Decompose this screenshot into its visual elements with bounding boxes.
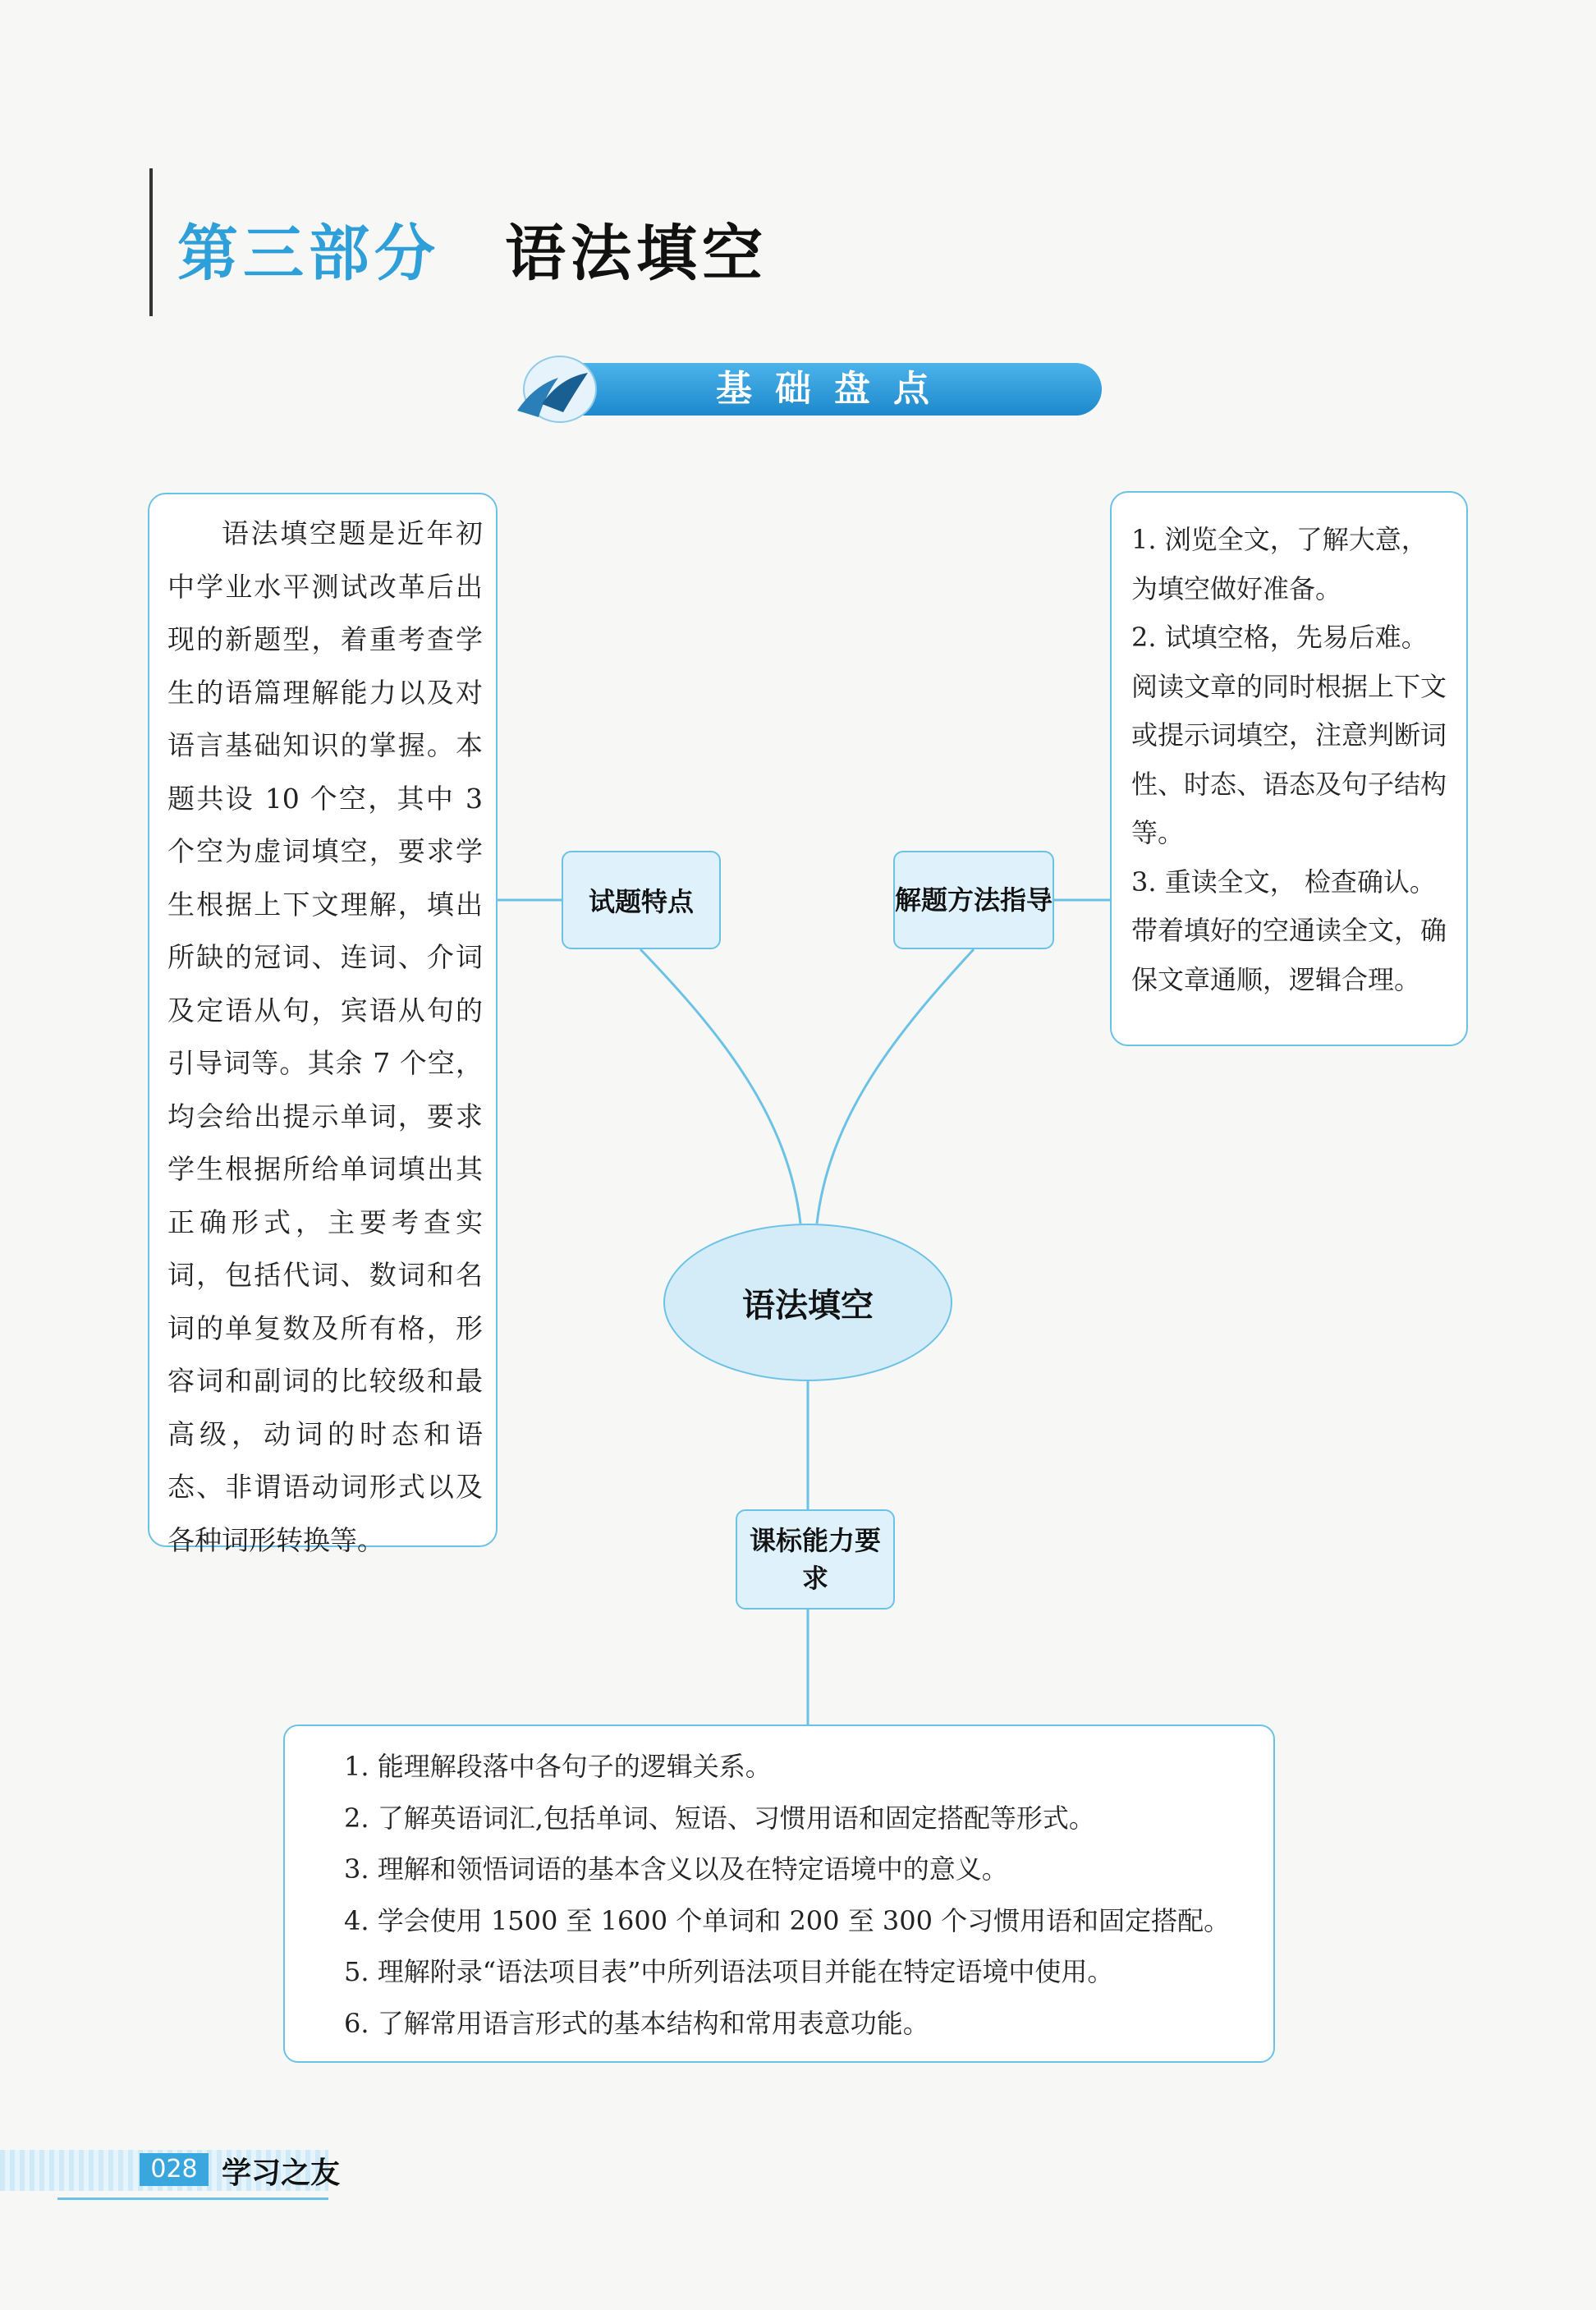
standard-item: 3. 理解和领悟词语的基本含义以及在特定语境中的意义。 <box>344 1853 1008 1885</box>
features-text: 语法填空题是近年初中学业水平测试改革后出现的新题型，着重考查学生的语篇理解能力以及对语言基础知识的掌握。本题共设 10 个空，其中 3 个空为虚词填空，要求学生根据上下文理解，填出所缺的冠词、连词、介词及定语从句，宾语从句的引导词等。其余 7 个空，均会给出提示单词，要求学生根据所给单词填出其正确形式，主要考查实词，包括代词、数词和名词的单复数及所有格，形容词和副词的比较级和最高级，动词的时态和语态、非谓语动词形式以及各种词形转换等。 <box>167 517 483 1556</box>
node-features: 试题特点 <box>562 851 721 949</box>
method-item: 3. 重读全文， 检查确认。带着填好的空通读全文，确保文章通顺，逻辑合理。 <box>1131 866 1447 995</box>
node-standard: 课标能力要求 <box>736 1509 895 1610</box>
standard-item: 1. 能理解段落中各句子的逻辑关系。 <box>344 1751 772 1782</box>
method-box <box>1110 491 1468 1046</box>
part-title: 语法填空 <box>505 218 768 289</box>
footer-rule <box>57 2197 328 2200</box>
center-node: 语法填空 <box>663 1224 952 1381</box>
section-banner-text: 基础盘点 <box>716 368 952 410</box>
method-item: 2. 试填空格，先易后难。阅读文章的同时根据上下文或提示词填空，注意判断词性、时态、语态及句子结构等。 <box>1131 622 1447 848</box>
standard-item: 5. 理解附录“语法项目表”中所列语法项目并能在特定语境中使用。 <box>344 1956 1114 1987</box>
standard-item: 6. 了解常用语言形式的基本结构和常用表意功能。 <box>344 2007 929 2039</box>
standard-box <box>283 1724 1275 2063</box>
features-box <box>148 493 498 1556</box>
standard-item: 4. 学会使用 1500 至 1600 个单词和 200 至 300 个习惯用语和固定搭配。 <box>344 1904 1231 1936</box>
part-label: 第三部分 <box>177 218 440 289</box>
footer-brand: 学习之友 <box>222 2156 341 2190</box>
node-method: 解题方法指导 <box>893 851 1054 949</box>
standard-item: 2. 了解英语词汇,包括单词、短语、习惯用语和固定搭配等形式。 <box>344 1802 1095 1834</box>
method-item: 1. 浏览全文，了解大意，为填空做好准备。 <box>1131 524 1428 604</box>
page-number: 028 <box>140 2153 209 2186</box>
